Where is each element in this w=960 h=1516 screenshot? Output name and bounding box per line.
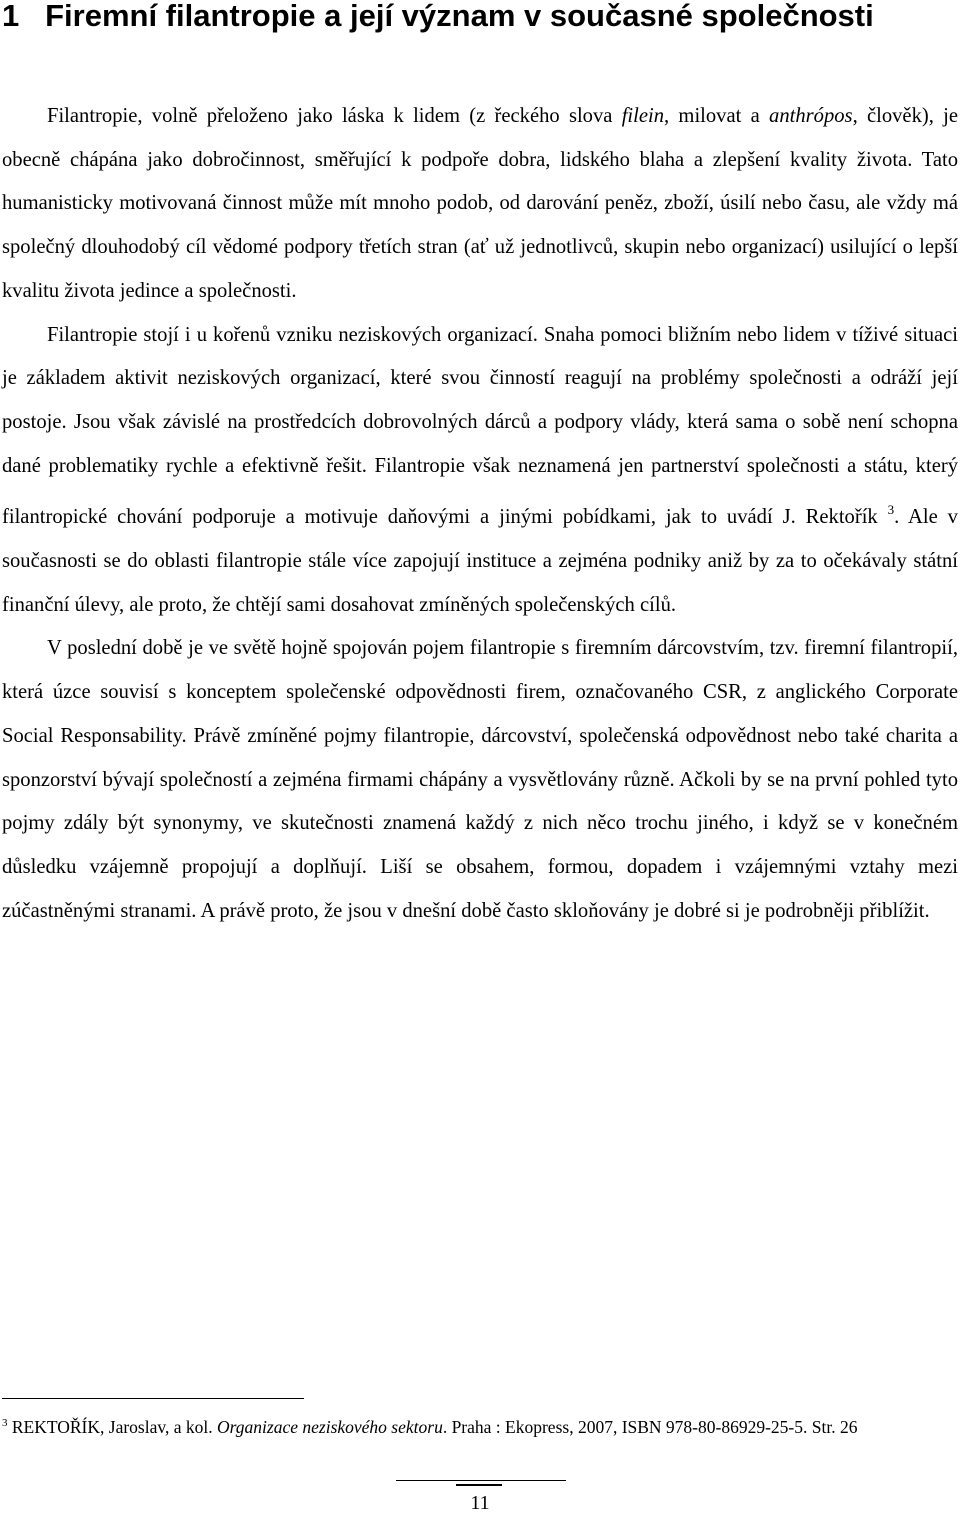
footnote-book-title: Organizace neziskového sektoru — [217, 1417, 443, 1437]
chapter-number: 1 — [2, 0, 20, 33]
chapter-title: Firemní filantropie a její význam v současné společnosti — [45, 0, 874, 33]
footnote-mark: 3 — [2, 1417, 8, 1429]
paragraph-1: Filantropie, volně přeloženo jako láska k lidem (z řeckého slova filein, milovat a anthrópos, člověk), je obecně chápána jako dobročinnost, směřující k podpoře dobra, lidského blaha a zlepšení kvality života. Tato humanisticky motivovaná činnost může mít mnoho podob, od darování peněz, zboží, úsilí nebo času, ale vždy má společný dlouhodobý cíl vědomé podpory třetích stran (ať už jednotlivců, skupin nebo organizací) usilující o lepší kvalitu života jedince a společnosti. — [2, 105, 958, 302]
term-anthropos: anthrópos — [769, 105, 853, 127]
footnote-reference[interactable]: 3 — [887, 502, 895, 518]
chapter-heading — [2, 0, 874, 36]
body-text — [2, 95, 958, 933]
page-number: 11 — [470, 1492, 490, 1514]
footer-rule-accent — [456, 1484, 502, 1486]
paragraph-3: V poslední době je ve světě hojně spojován pojem filantropie s firemním dárcovstvím, tzv. firemní filantropií, která úzce souvisí s konceptem společenské odpovědnosti firem, označovaného CSR, z anglického Corporate Social Responsability. Právě zmíněné pojmy filantropie, dárcovství, společenská odpovědnost nebo také charita a sponzorství bývají společností a zejména firmami chápány a vysvětlovány různě. Ačkoli by se na první pohled tyto pojmy zdály být synonymy, ve skutečnosti znamená každý z nich něco trochu jiného, i když se v konečném důsledku vzájemně propojují a doplňují. Liší se obsahem, formou, dopadem i vzájemnými vztahy mezi zúčastněnými stranami. A právě proto, že jsou v dnešní době často skloňovány je dobré si je podrobněji přiblížit. — [2, 637, 958, 922]
footer-rule — [396, 1480, 566, 1481]
paragraph-2: Filantropie stojí i u kořenů vzniku neziskových organizací. Snaha pomoci bližním nebo lidem v tíživé situaci je základem aktivit neziskových organizací, které svou činností reagují na problémy společnosti a odráží její postoje. Jsou však závislé na prostředcích dobrovolných dárců a podpory vlády, která sama o sobě není schopna dané problematiky rychle a efektivně řešit. Filantropie však neznamená jen partnerství společnosti a státu, který filantropické chování podporuje a motivuje daňovými a jinými pobídkami, jak to uvádí J. Rektořík $^3$. Ale v současnosti se do oblasti filantropie stále více zapojují instituce a zejména podniky aniž by za to očekávaly státní finanční úlevy, ale proto, že chtějí sami dosahovat zmíněných společenských cílů. — [2, 323, 958, 616]
footnote-separator — [2, 1398, 304, 1399]
footnote: $^3$ REKTOŘÍK, Jaroslav, a kol. Organizace neziskového sektoru. Praha : Ekopress, 2007, ISBN 978-80-86929-25-5. Str. 26 — [2, 1417, 858, 1437]
term-filein: filein — [621, 105, 665, 127]
